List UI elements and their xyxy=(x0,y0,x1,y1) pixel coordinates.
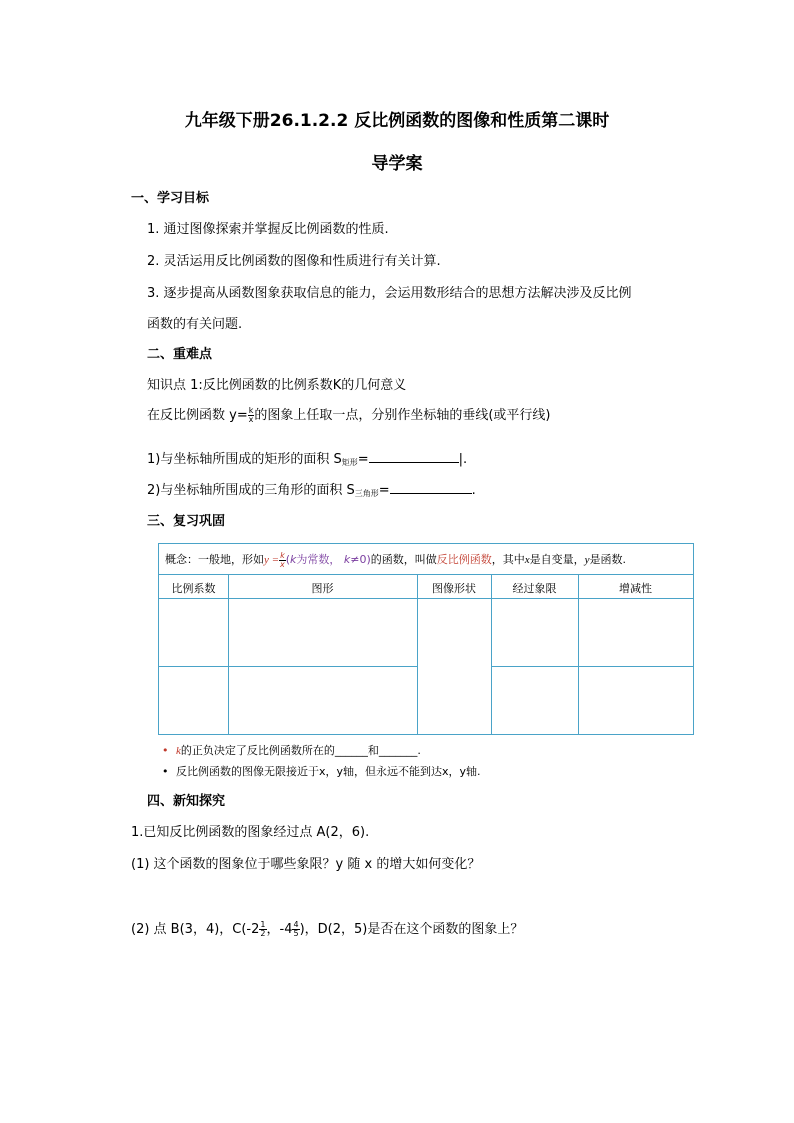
list-item: • k的正负决定了反比例函数所在的______和_______. xyxy=(162,744,421,757)
goal-item: 函数的有关问题. xyxy=(147,317,243,332)
column-header: 图像形状 xyxy=(432,582,476,595)
column-header: 增减性 xyxy=(619,582,652,595)
review-table-card xyxy=(158,543,694,735)
problem-statement: 1.已知反比例函数的图象经过点 A(2，6). xyxy=(131,825,370,840)
goal-item: 1. 通过图像探索并掌握反比例函数的性质. xyxy=(147,222,389,237)
desc-suffix: 的图象上任取一点，分别作坐标轴的垂线(或平行线) xyxy=(254,408,551,423)
bullet-icon: • xyxy=(162,744,169,757)
table-rule xyxy=(491,574,492,734)
column-header: 经过象限 xyxy=(512,582,557,595)
concept-definition: 概念：一般地，形如y = $\frac{k}{x}$ (k为常数， k≠0)的函数，叫做反比例函数，其中x是自变量，y是函数. xyxy=(165,550,627,569)
bullet-icon: • xyxy=(162,765,169,778)
answer-blank[interactable] xyxy=(369,450,459,463)
table-rule xyxy=(417,574,418,734)
table-rule xyxy=(159,598,693,599)
table-rule xyxy=(228,574,229,734)
knowledge-desc xyxy=(147,404,551,424)
list-item: • 反比例函数的图像无限接近于x，y轴，但永远不能到达x，y轴. xyxy=(162,765,481,778)
column-header: 图形 xyxy=(311,582,334,595)
table-rule xyxy=(159,574,693,575)
page-subtitle: 导学案 xyxy=(371,154,423,174)
column-header: 比例系数 xyxy=(171,582,216,595)
goal-item: 2. 灵活运用反比例函数的图像和性质进行有关计算. xyxy=(147,254,441,269)
answer-blank[interactable] xyxy=(390,481,472,494)
knowledge-point: 知识点 1:反比例函数的比例系数K的几何意义 xyxy=(147,378,407,393)
section-heading-goals: 一、学习目标 xyxy=(131,191,210,206)
section-heading-key-points: 二、重难点 xyxy=(147,347,213,362)
section-heading-explore: 四、新知探究 xyxy=(147,794,226,809)
fraction-k-over-x: $\frac{k}{x}$ xyxy=(280,550,285,569)
desc-prefix: 在反比例函数 y= xyxy=(147,408,248,423)
section-heading-review: 三、复习巩固 xyxy=(147,514,226,529)
table-rule xyxy=(159,666,417,667)
fraction-four-fifths: $\frac{4}{5}$ xyxy=(293,920,299,938)
table-rule xyxy=(491,666,693,667)
problem-part-1: (1) 这个函数的图象位于哪些象限？y 随 x 的增大如何变化？ xyxy=(131,857,481,872)
question-rectangle-area: 1)与坐标轴所围成的矩形的面积 $S_{矩形}=$ |. xyxy=(147,452,468,467)
fraction-one-half: $\frac{1}{2}$ xyxy=(260,920,266,938)
table-rule xyxy=(578,574,579,734)
goal-item: 3. 逐步提高从函数图象获取信息的能力，会运用数形结合的思想方法解决涉及反比例 xyxy=(147,286,632,301)
problem-part-2: (2) 点 B(3，4)，C(-2 $\frac{1}{2}$ ，-4 $\frac{4}{5}$ )，D(2，5)是否在这个函数的图象上？ xyxy=(131,920,524,938)
fraction-k-over-x: $\frac{k}{x}$ xyxy=(248,406,254,424)
page-title: 九年级下册26.1.2.2 反比例函数的图像和性质第二课时 xyxy=(184,111,610,131)
question-triangle-area: 2)与坐标轴所围成的三角形的面积 $S_{三角形}=$ . xyxy=(147,483,476,498)
